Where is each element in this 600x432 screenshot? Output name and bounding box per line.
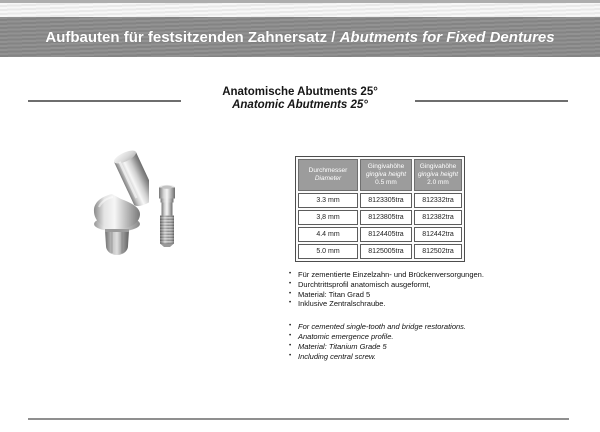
header-title-en: Abutments for Fixed Dentures [339,28,555,46]
table-cell: 8123305tra [360,193,412,208]
spec-table-body [298,193,462,259]
bullet-item [289,270,499,280]
bullet-text: Für zementierte Einzelzahn- und Brückenversorgungen. [298,270,484,279]
table-cell: 812502tra [414,244,462,259]
table-cell: 3,8 mm [298,210,358,225]
title-rule-left [28,100,181,102]
bullet-item [289,352,499,362]
spec-table [295,156,465,262]
table-row [298,193,462,208]
central-screw-product-image [154,184,180,248]
bullet-dot-icon: • [289,342,292,349]
table-cell: 3.3 mm [298,193,358,208]
bullet-text: Including central screw. [298,351,376,361]
table-cell: 8125005tra [360,244,412,259]
bullet-text: Anatomic emergence profile. [298,331,394,341]
table-cell: 8123805tra [360,210,412,225]
header-line-de: Durchmesser [308,167,348,174]
table-row [298,227,462,242]
table-header-row [298,159,462,191]
bullet-item [289,322,499,332]
section-title-de: Anatomische Abutments 25° [222,86,378,98]
header-line-en: gingiva height [365,171,407,178]
bullet-dot-icon: • [289,300,292,307]
bullet-item [289,290,499,300]
bullet-dot-icon: • [289,280,292,287]
bullet-dot-icon: • [289,290,292,297]
bullet-dot-icon: • [289,332,292,339]
section-title [0,86,600,112]
table-cell: 812382tra [414,210,462,225]
bullet-text: Durchtrittsprofil anatomisch ausgeformt, [298,279,431,289]
header-line-en: gingiva height [417,171,459,178]
table-cell: 8124405tra [360,227,412,242]
bullet-text: Inklusive Zentralschraube. [298,299,386,309]
column-header-gingiva-05 [360,159,412,191]
top-texture-strip [0,3,600,17]
bullet-text: For cemented single-tooth and bridge restorations. [298,322,467,332]
header-line-value: 0.5 mm [375,179,397,186]
bullet-item [289,332,499,342]
title-rule-right [415,100,568,102]
page-header-banner [0,17,600,57]
bullet-dot-icon: • [289,323,292,330]
bullet-text: Material: Titanium Grade 5 [298,341,387,351]
bullet-item [289,299,499,309]
bullets-de [289,270,499,309]
header-line-de: Gingivahöhe [367,163,405,170]
feature-bullets [289,270,499,361]
table-cell: 812332tra [414,193,462,208]
section-title-en: Anatomic Abutments 25° [232,99,368,111]
bullet-item [289,342,499,352]
bullets-en [289,322,499,361]
table-cell: 812442tra [414,227,462,242]
bullet-dot-icon: • [289,352,292,359]
table-row [298,244,462,259]
bullet-item [289,280,499,290]
header-title-de: Aufbauten für festsitzenden Zahnersatz [45,28,328,46]
header-title-divider: / [327,28,340,46]
bullet-text: Material: Titan Grad 5 [298,289,371,299]
table-cell: 5.0 mm [298,244,358,259]
bullet-dot-icon: • [289,271,292,277]
table-cell: 4.4 mm [298,227,358,242]
header-line-value: 2.0 mm [427,179,449,186]
footer-rule [28,418,569,420]
column-header-diameter [298,159,358,191]
header-line-de: Gingivahöhe [419,163,457,170]
abutment-product-image [87,149,149,257]
table-row [298,210,462,225]
header-line-en: Diameter [314,175,342,182]
column-header-gingiva-20 [414,159,462,191]
